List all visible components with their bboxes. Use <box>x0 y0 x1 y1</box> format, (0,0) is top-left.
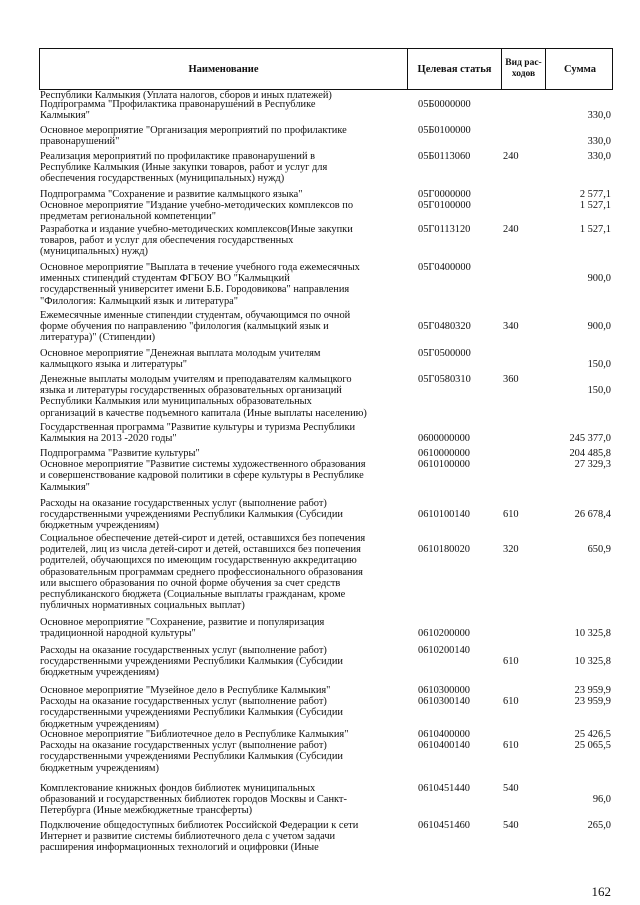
row-name-line: языка и литературы государственных образовательных организаций <box>40 385 342 397</box>
row-name-line: Республики Калмыкия (Уплата налогов, сборов и иных платежей) <box>40 90 332 101</box>
row-sum <box>531 783 611 805</box>
row-code-line <box>418 422 498 433</box>
row-vid: 610 <box>503 656 519 668</box>
row-name-line: Калмыкия" <box>40 481 90 493</box>
row-code <box>418 310 498 332</box>
row-name <box>40 422 402 444</box>
row-name-line: государственными учреждениями Республики Калмыкия (Субсидии <box>40 656 343 668</box>
row-sum <box>531 685 611 707</box>
row-sum-line <box>531 422 611 433</box>
row-sum <box>531 498 611 520</box>
row-sum-line: 204 485,8 <box>569 448 611 459</box>
row-sum <box>531 224 611 235</box>
row-name <box>40 189 402 223</box>
row-sum-line: 26 678,4 <box>574 509 611 521</box>
row-sum-line: 10 325,8 <box>574 628 611 640</box>
row-name-line: калмыцкого языка и литературы" <box>40 359 187 371</box>
row-name-line: государственными учреждениями Республики Калмыкия (Субсидии <box>40 751 343 763</box>
row-code <box>418 448 498 470</box>
row-sum <box>531 189 611 211</box>
row-sum-line: 10 325,8 <box>574 656 611 668</box>
row-name <box>40 498 402 532</box>
row-sum-line <box>531 125 611 136</box>
row-code-line: 0610180020 <box>418 544 470 556</box>
row-name-line: Денежные выплаты молодым учителям и преподавателям калмыцкого <box>40 374 352 385</box>
row-sum <box>531 617 611 639</box>
row-sum-line <box>531 645 611 656</box>
row-name <box>40 99 402 121</box>
row-sum-line <box>531 310 611 321</box>
row-name-line: Социальное обеспечение детей-сирот и детей, оставшихся без попечения <box>40 533 366 544</box>
row-name <box>40 685 402 730</box>
row-sum-line <box>531 374 611 385</box>
row-code <box>418 348 498 359</box>
row-name-line: Калмыкия" <box>40 110 90 122</box>
row-code-line: 0610200140 <box>418 645 470 656</box>
row-code-line: 05Б0100000 <box>418 125 471 136</box>
row-name-line: Расходы на оказание государственных услуг (выполнение работ) <box>40 696 327 708</box>
row-name <box>40 617 402 639</box>
row-name-line: Государственная программа "Развитие культуры и туризма Республики <box>40 422 356 433</box>
row-sum <box>531 151 611 162</box>
row-sum-line: 150,0 <box>587 359 611 371</box>
row-sum <box>531 533 611 555</box>
row-sum-line <box>531 498 611 509</box>
row-vid: 540 <box>503 820 519 831</box>
row-name <box>40 645 402 679</box>
row-code <box>418 262 498 273</box>
header-vid: Вид рас- ходов <box>502 49 546 89</box>
row-name-line: Расходы на оказание государственных услуг (выполнение работ) <box>40 740 327 752</box>
row-sum-line <box>531 783 611 794</box>
row-code-line: 0610400140 <box>418 740 470 752</box>
row-name-line: родителей, обучающихся по имеющим государственную аккредитацию <box>40 555 357 567</box>
row-name <box>40 262 402 307</box>
row-sum-line: 330,0 <box>587 110 611 122</box>
row-sum <box>531 448 611 470</box>
row-name-line: Основное мероприятие "Издание учебно-методических комплексов по <box>40 200 354 212</box>
row-sum-line: 27 329,3 <box>574 459 611 471</box>
row-sum-line: 1 527,1 <box>579 224 611 235</box>
row-code-line: 05Г0000000 <box>418 189 471 200</box>
row-code <box>418 820 498 831</box>
row-code <box>418 422 498 444</box>
row-name-line: Основное мероприятие "Выплата в течение учебного года ежемесячных <box>40 262 360 273</box>
row-code-line <box>418 498 498 509</box>
row-name-line: государственными учреждениями Республики Калмыкия (Субсидии <box>40 707 343 719</box>
row-sum-line: 900,0 <box>587 273 611 285</box>
row-name <box>40 820 402 854</box>
row-sum-line: 25 426,5 <box>574 729 611 740</box>
row-name-line: Калмыкия на 2013 -2020 годы" <box>40 433 177 445</box>
row-code-line: 0610300000 <box>418 685 470 696</box>
row-code <box>418 224 498 235</box>
row-name-line: Реализация мероприятий по профилактике правонарушений в <box>40 151 316 162</box>
row-sum-line <box>531 348 611 359</box>
row-code-line: 05Г0500000 <box>418 348 471 359</box>
header-sum: Сумма <box>564 63 596 75</box>
row-name <box>40 310 402 344</box>
row-sum-line: 1 527,1 <box>579 200 611 212</box>
row-name <box>40 533 402 611</box>
row-name-line: литература)" (Стипендии) <box>40 332 156 344</box>
row-sum-line <box>531 99 611 110</box>
row-name-line: государственными учреждениями Республики Калмыкия (Субсидии <box>40 509 343 521</box>
row-name-line: (муниципальных) нужд) <box>40 246 149 258</box>
row-name <box>40 348 402 370</box>
row-code-line: 05Г0113120 <box>418 224 471 235</box>
row-sum-line: 150,0 <box>587 385 611 397</box>
row-vid: 610 <box>503 509 519 521</box>
row-code <box>418 729 498 751</box>
row-name <box>40 125 402 147</box>
row-code-line <box>418 617 498 628</box>
row-sum-line <box>531 262 611 273</box>
row-vid: 240 <box>503 224 519 235</box>
row-sum-line: 245 377,0 <box>569 433 611 445</box>
row-sum <box>531 645 611 667</box>
row-vid: 610 <box>503 740 519 752</box>
header-name: Наименование <box>40 49 408 89</box>
row-name-line: Расходы на оказание государственных услуг (выполнение работ) <box>40 645 327 656</box>
row-name-line: форме обучения по направлению "филология (калмыцкий язык и <box>40 321 329 333</box>
row-sum <box>531 125 611 147</box>
row-sum-line <box>531 617 611 628</box>
row-code-line: 0610000000 <box>418 448 470 459</box>
row-sum <box>531 422 611 444</box>
row-sum <box>531 374 611 396</box>
row-name-line: образовательным программам среднего профессионального образования <box>40 566 363 578</box>
row-code-line: 0610400000 <box>418 729 470 740</box>
row-name-line: Основное мероприятие "Сохранение, развитие и популяризация <box>40 617 325 628</box>
row-sum <box>531 99 611 121</box>
row-name-line: государственный университет имени Б.Б. Городовикова" направления <box>40 284 350 296</box>
row-code <box>418 645 498 656</box>
row-code-line: 05Г0480320 <box>418 321 471 333</box>
row-name <box>40 783 402 817</box>
row-code-line: 0610451460 <box>418 820 470 831</box>
row-code-line: 0610300140 <box>418 696 470 708</box>
row-code <box>418 617 498 639</box>
row-sum-line: 330,0 <box>587 151 611 162</box>
row-name-line: Подпрограмма "Развитие культуры" <box>40 448 200 459</box>
row-name-line: бюджетным учреждениям) <box>40 718 159 730</box>
row-name-line: Основное мероприятие "Развитие системы художественного образования <box>40 459 366 471</box>
row-sum <box>531 729 611 751</box>
row-vid: 610 <box>503 696 519 708</box>
row-name-line: Подпрограмма "Сохранение и развитие калмыцкого языка" <box>40 189 303 200</box>
row-name-line: Республике Калмыкия (Иные закупки товаров, работ и услуг для <box>40 162 328 174</box>
row-name-line: Интернет и развитие системы библиотечного дела с учетом задачи <box>40 831 336 843</box>
row-sum-line: 23 959,9 <box>574 685 611 696</box>
row-name-line: "Филология: Калмыцкий язык и литература" <box>40 295 239 307</box>
row-sum-line: 23 959,9 <box>574 696 611 708</box>
row-name-line: Основное мероприятие "Денежная выплата молодым учителям <box>40 348 321 359</box>
row-name-line: именных стипендий студентам ФГБОУ ВО "Калмыцкий <box>40 273 290 285</box>
row-name-line: Основное мероприятие "Библиотечное дело в Республике Калмыкия" <box>40 729 349 740</box>
row-sum <box>531 262 611 284</box>
row-sum <box>531 820 611 831</box>
row-name-line: традиционной народной культуры" <box>40 628 196 640</box>
row-sum-line <box>531 533 611 544</box>
row-code <box>418 125 498 136</box>
row-name-line: или высшего образования по очной форме обучения за счет средств <box>40 577 341 589</box>
row-name-line: Основное мероприятие "Организация мероприятий по профилактике <box>40 125 347 136</box>
row-sum-line: 265,0 <box>587 820 611 831</box>
row-code <box>418 99 498 110</box>
row-name-line: Ежемесячные именные стипендии студентам, обучающимся по очной <box>40 310 351 321</box>
page-number: 162 <box>591 884 611 899</box>
row-code <box>418 189 498 211</box>
row-name-line: организаций в качестве подъемного капитала (Иные выплаты населению) <box>40 407 367 419</box>
row-name-line: республиканского бюджета (Социальные выплаты гражданам, кроме <box>40 589 346 601</box>
row-vid: 360 <box>503 374 519 385</box>
header-code: Целевая статья <box>408 49 502 89</box>
row-name-line: родителей, лиц из числа детей-сирот и детей, оставшихся без попечения <box>40 544 361 556</box>
row-code <box>418 533 498 555</box>
row-code <box>418 151 498 162</box>
row-code-line <box>418 310 498 321</box>
row-code-line: 0610100000 <box>418 459 470 471</box>
row-sum-line: 900,0 <box>587 321 611 333</box>
row-vid: 240 <box>503 151 519 162</box>
row-name-line: Подключение общедоступных библиотек Российской Федерации к сети <box>40 820 359 831</box>
row-name-line: Республики Калмыкия или муниципальных образовательных <box>40 396 312 408</box>
row-name-line: товаров, работ и услуг для обеспечения государственных <box>40 235 294 247</box>
row-name-line: Комплектование книжных фондов библиотек муниципальных <box>40 783 316 794</box>
row-vid: 340 <box>503 321 519 333</box>
row-sum-line: 25 065,5 <box>574 740 611 752</box>
row-code-line: 05Г0580310 <box>418 374 471 385</box>
row-code <box>418 374 498 385</box>
row-code-line: 0610200000 <box>418 628 470 640</box>
row-sum-line: 2 577,1 <box>579 189 611 200</box>
row-name-line: и совершенствование кадровой политики в сфере культуры в Республике <box>40 470 364 482</box>
row-name-line: Разработка и издание учебно-методических комплексов(Иные закупки <box>40 224 353 235</box>
row-name-line: расширения информационных технологий и оцифровки (Иные <box>40 842 319 854</box>
row-name-line: бюджетным учреждениям) <box>40 520 159 532</box>
row-name <box>40 729 402 774</box>
row-code-line <box>418 533 498 544</box>
row-sum-line: 96,0 <box>592 794 611 806</box>
row-name-line: бюджетным учреждениям) <box>40 667 159 679</box>
row-code-line: 05Г0400000 <box>418 262 471 273</box>
row-name-line: предметам региональной компетенции" <box>40 211 216 223</box>
row-name <box>40 374 402 419</box>
row-vid: 320 <box>503 544 519 556</box>
row-name-line: Подпрограмма "Профилактика правонарушений в Республике <box>40 99 316 110</box>
row-name <box>40 448 402 493</box>
row-name-line: образований и государственных библиотек городов Москвы и Санкт- <box>40 794 347 806</box>
row-sum <box>531 348 611 370</box>
row-name-line: правонарушений" <box>40 136 120 148</box>
row-code <box>418 498 498 520</box>
row-name <box>40 151 402 185</box>
row-name-line: публичных нормативных социальных выплат) <box>40 600 245 612</box>
row-code-line: 0610451440 <box>418 783 470 794</box>
row-name-line: обеспечения государственных (муниципальных) нужд) <box>40 173 285 185</box>
row-code-line: 05Б0000000 <box>418 99 471 110</box>
row-sum-line: 330,0 <box>587 136 611 148</box>
row-name <box>40 224 402 258</box>
row-sum <box>531 310 611 332</box>
row-code <box>418 685 498 707</box>
row-name-line: Петербурга (Иные межбюджетные трансферты) <box>40 805 253 817</box>
row-vid: 540 <box>503 783 519 794</box>
row-name-line: бюджетным учреждениям) <box>40 762 159 774</box>
row-code-line: 0600000000 <box>418 433 470 445</box>
row-code-line: 05Г0100000 <box>418 200 471 212</box>
row-code-line: 05Б0113060 <box>418 151 471 162</box>
row-name-line: Основное мероприятие "Музейное дело в Республике Калмыкия" <box>40 685 331 696</box>
row-code-line: 0610100140 <box>418 509 470 521</box>
row-name-line: Расходы на оказание государственных услуг (выполнение работ) <box>40 498 327 509</box>
row-sum-line: 650,9 <box>587 544 611 556</box>
row-code <box>418 783 498 794</box>
